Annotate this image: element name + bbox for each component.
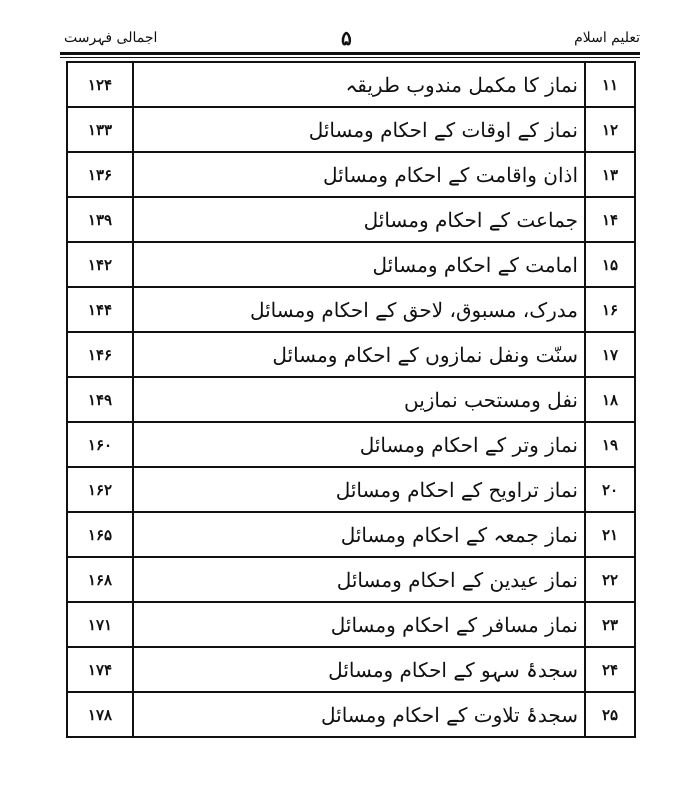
toc-body — [67, 62, 635, 737]
toc-page-number: ۱۴۲ — [67, 242, 133, 287]
toc-chapter-number: ۱۶ — [585, 287, 635, 332]
toc-row — [67, 107, 635, 152]
toc-chapter-title: اذان واقامت کے احکام ومسائل — [133, 152, 585, 197]
toc-row — [67, 62, 635, 107]
toc-page-number: ۱۷۱ — [67, 602, 133, 647]
toc-row — [67, 512, 635, 557]
toc-chapter-number: ۲۴ — [585, 647, 635, 692]
toc-row — [67, 647, 635, 692]
toc-page-number: ۱۲۴ — [67, 62, 133, 107]
toc-row — [67, 602, 635, 647]
toc-row — [67, 287, 635, 332]
toc-chapter-number: ۲۳ — [585, 602, 635, 647]
toc-row — [67, 152, 635, 197]
toc-page-number: ۱۶۵ — [67, 512, 133, 557]
header-book-title: تعلیم اسلام — [574, 30, 640, 46]
toc-page-number: ۱۳۳ — [67, 107, 133, 152]
toc-page-number: ۱۶۲ — [67, 467, 133, 512]
toc-page-number: ۱۳۹ — [67, 197, 133, 242]
toc-chapter-number: ۱۸ — [585, 377, 635, 422]
toc-chapter-number: ۱۹ — [585, 422, 635, 467]
toc-page-number: ۱۴۴ — [67, 287, 133, 332]
toc-row — [67, 332, 635, 377]
header-page-number: ۵ — [341, 26, 352, 50]
toc-chapter-number: ۲۰ — [585, 467, 635, 512]
toc-chapter-title: امامت کے احکام ومسائل — [133, 242, 585, 287]
toc-chapter-title: جماعت کے احکام ومسائل — [133, 197, 585, 242]
toc-chapter-title: نماز تراویح کے احکام ومسائل — [133, 467, 585, 512]
toc-chapter-title: نماز جمعہ کے احکام ومسائل — [133, 512, 585, 557]
toc-page-number: ۱۳۶ — [67, 152, 133, 197]
header-divider-thin — [60, 57, 640, 58]
toc-page-number: ۱۷۸ — [67, 692, 133, 737]
toc-chapter-title: نماز عیدین کے احکام ومسائل — [133, 557, 585, 602]
header-section-title: اجمالی فہرست — [64, 30, 158, 46]
toc-chapter-title: سنّت ونفل نمازوں کے احکام ومسائل — [133, 332, 585, 377]
toc-row — [67, 197, 635, 242]
toc-chapter-number: ۱۲ — [585, 107, 635, 152]
toc-chapter-number: ۱۷ — [585, 332, 635, 377]
page-header — [56, 14, 640, 50]
toc-page-number: ۱۴۹ — [67, 377, 133, 422]
toc-chapter-title: نماز کے اوقات کے احکام ومسائل — [133, 107, 585, 152]
toc-row — [67, 377, 635, 422]
header-divider-thick — [60, 52, 640, 55]
toc-table — [66, 61, 636, 738]
toc-row — [67, 557, 635, 602]
toc-chapter-number: ۲۲ — [585, 557, 635, 602]
toc-chapter-title: مدرک، مسبوق، لاحق کے احکام ومسائل — [133, 287, 585, 332]
toc-page-number: ۱۷۴ — [67, 647, 133, 692]
toc-chapter-number: ۱۳ — [585, 152, 635, 197]
toc-chapter-number: ۲۱ — [585, 512, 635, 557]
toc-chapter-title: سجدۂ تلاوت کے احکام ومسائل — [133, 692, 585, 737]
toc-chapter-number: ۱۴ — [585, 197, 635, 242]
toc-chapter-title: نماز مسافر کے احکام ومسائل — [133, 602, 585, 647]
toc-chapter-title: سجدۂ سہو کے احکام ومسائل — [133, 647, 585, 692]
toc-chapter-title: نفل ومستحب نمازیں — [133, 377, 585, 422]
toc-page-number: ۱۶۸ — [67, 557, 133, 602]
toc-chapter-number: ۲۵ — [585, 692, 635, 737]
toc-row — [67, 692, 635, 737]
toc-page-number: ۱۶۰ — [67, 422, 133, 467]
toc-chapter-title: نماز وتر کے احکام ومسائل — [133, 422, 585, 467]
toc-chapter-number: ۱۵ — [585, 242, 635, 287]
toc-row — [67, 467, 635, 512]
toc-row — [67, 242, 635, 287]
toc-chapter-number: ۱۱ — [585, 62, 635, 107]
toc-page-number: ۱۴۶ — [67, 332, 133, 377]
toc-row — [67, 422, 635, 467]
toc-chapter-title: نماز کا مکمل مندوب طریقہ — [133, 62, 585, 107]
